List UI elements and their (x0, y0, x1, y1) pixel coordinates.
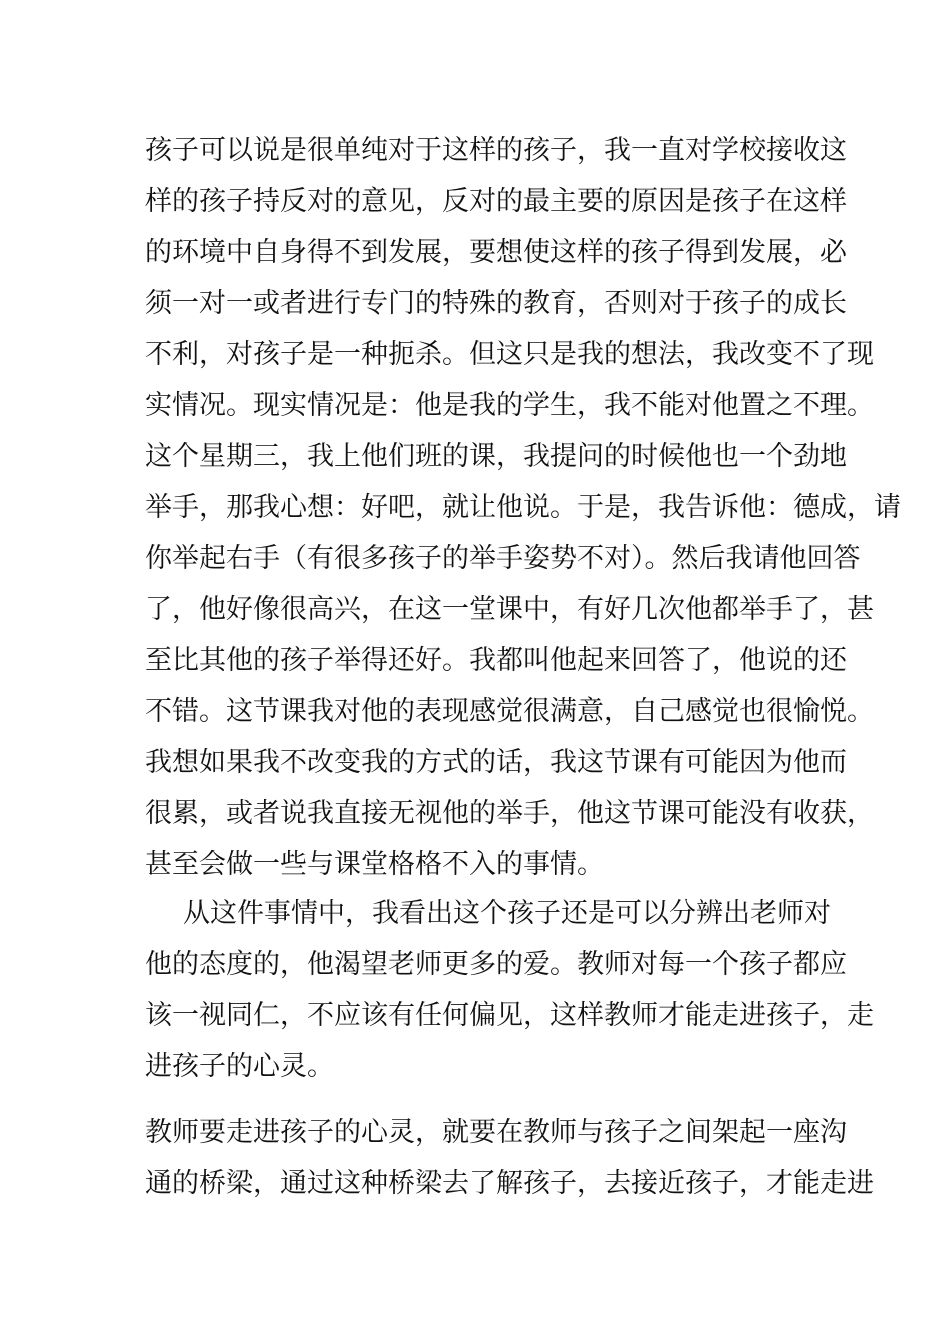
text-line: 的环境中自身得不到发展，要想使这样的孩子得到发展，必 (145, 237, 847, 268)
text-line: 样的孩子持反对的意见，反对的最主要的原因是孩子在这样 (145, 186, 847, 217)
text-line: 实情况。现实情况是：他是我的学生，我不能对他置之不理。 (145, 390, 874, 421)
text-line: 甚至会做一些与课堂格格不入的事情。 (145, 849, 604, 880)
text-line: 教师要走进孩子的心灵，就要在教师与孩子之间架起一座沟 (145, 1117, 847, 1148)
paragraph-2 (145, 888, 874, 1092)
text-line: 不利，对孩子是一种扼杀。但这只是我的想法，我改变不了现 (145, 339, 874, 370)
paragraph-3 (145, 1107, 874, 1209)
text-line: 他的态度的，他渴望老师更多的爱。教师对每一个孩子都应 (145, 949, 847, 980)
text-line: 了，他好像很高兴，在这一堂课中，有好几次他都举手了，甚 (145, 594, 874, 625)
text-line: 你举起右手（有很多孩子的举手姿势不对）。然后我请他回答 (145, 543, 861, 574)
text-line: 很累，或者说我直接无视他的举手，他这节课可能没有收获， (145, 798, 874, 829)
text-line: 不错。这节课我对他的表现感觉很满意，自己感觉也很愉悦。 (145, 696, 874, 727)
text-line: 举手，那我心想：好吧，就让他说。于是，我告诉他：德成，请 (145, 492, 901, 523)
text-line: 进孩子的心灵。 (145, 1051, 334, 1082)
text-line: 该一视同仁，不应该有任何偏见，这样教师才能走进孩子，走 (145, 1000, 874, 1031)
text-line: 从这件事情中，我看出这个孩子还是可以分辨出老师对 (183, 898, 831, 929)
text-line: 这个星期三，我上他们班的课，我提问的时候他也一个劲地 (145, 441, 847, 472)
text-line: 须一对一或者进行专门的特殊的教育，否则对于孩子的成长 (145, 288, 847, 319)
text-line: 至比其他的孩子举得还好。我都叫他起来回答了，他说的还 (145, 645, 847, 676)
text-line: 孩子可以说是很单纯对于这样的孩子，我一直对学校接收这 (145, 135, 847, 166)
text-line: 我想如果我不改变我的方式的话，我这节课有可能因为他而 (145, 747, 847, 778)
text-line: 通的桥梁，通过这种桥梁去了解孩子，去接近孩子，才能走进 (145, 1168, 874, 1199)
paragraph-1 (145, 125, 901, 890)
